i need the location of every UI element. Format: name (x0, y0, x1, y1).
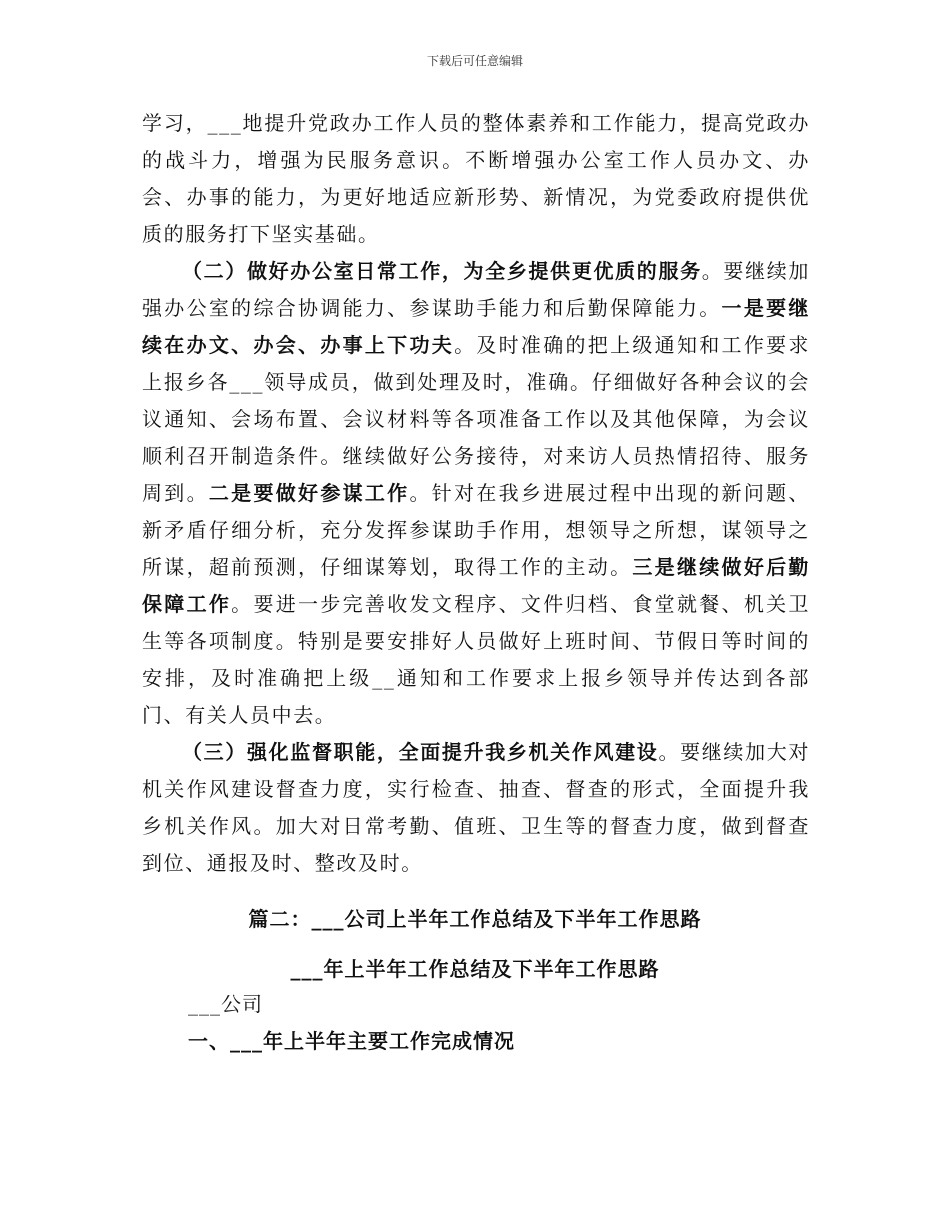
paragraph-2-heading: （二）做好办公室日常工作，为全乡提供更优质的服务 (182, 259, 702, 283)
paragraph-2 (142, 253, 810, 734)
paragraph-3 (142, 734, 810, 882)
paragraph-3-heading: （三）强化监督职能，全面提升我乡机关作风建设 (182, 740, 659, 764)
paragraph-2-point-2: 二是要做好参谋工作 (208, 481, 410, 505)
paragraph-2-point-3: 三是继续做好后勤保障工作 (142, 555, 810, 616)
paragraph-2-point-1: 一是要继续在办文、办会、办事上下功夫 (142, 296, 810, 357)
document-body (142, 105, 810, 882)
paragraph-3-text-1: 。要继续加大对机关作风建设督查力度，实行检查、抽查、督查的形式，全面提升我乡机关作风。加大对日常考勤、值班、卫生等的督查力度，做到督查到位、通报及时、整改及时。 (142, 740, 810, 875)
paragraph-2-text-4: 。要进一步完善收发文程序、文件归档、食堂就餐、机关卫生等各项制度。特别是要安排好人员做好上班时间、节假日等时间的安排，及时准确把上级__通知和工作要求上报乡领导并传达到各部门、有关人员中去。 (142, 592, 810, 727)
company-name: ___公司 (188, 992, 263, 1016)
paragraph-2-text-1: 。要继续加强办公室的综合协调能力、参谋助手能力和后勤保障能力。 (142, 259, 810, 320)
page-header: 下载后可任意编辑 (426, 54, 523, 68)
article-title: 篇二：___公司上半年工作总结及下半年工作思路 (248, 907, 702, 931)
paragraph-1: 学习，___地提升党政办工作人员的整体素养和工作能力，提高党政办的战斗力，增强为民服务意识。不断增强办公室工作人员办文、办会、办事的能力，为更好地适应新形势、新情况，为党委政府提供优质的服务打下坚实基础。 (142, 111, 810, 246)
paragraph-2-text-3: 。针对在我乡进展过程中出现的新问题、新矛盾仔细分析，充分发挥参谋助手作用，想领导之所想，谋领导之所谋，超前预测，仔细谋筹划，取得工作的主动。 (142, 481, 810, 579)
section-heading-1: 一、___年上半年主要工作完成情况 (188, 1029, 515, 1053)
article-subtitle: ___年上半年工作总结及下半年工作思路 (290, 957, 660, 981)
paragraph-2-text-2: 。及时准确的把上级通知和工作要求上报乡各___领导成员，做到处理及时，准确。仔细做好各种会议的会议通知、会场布置、会议材料等各项准备工作以及其他保障，为会议顺利召开制造条件。继续做好公务接待，对来访人员热情招待、服务周到。 (142, 333, 810, 505)
